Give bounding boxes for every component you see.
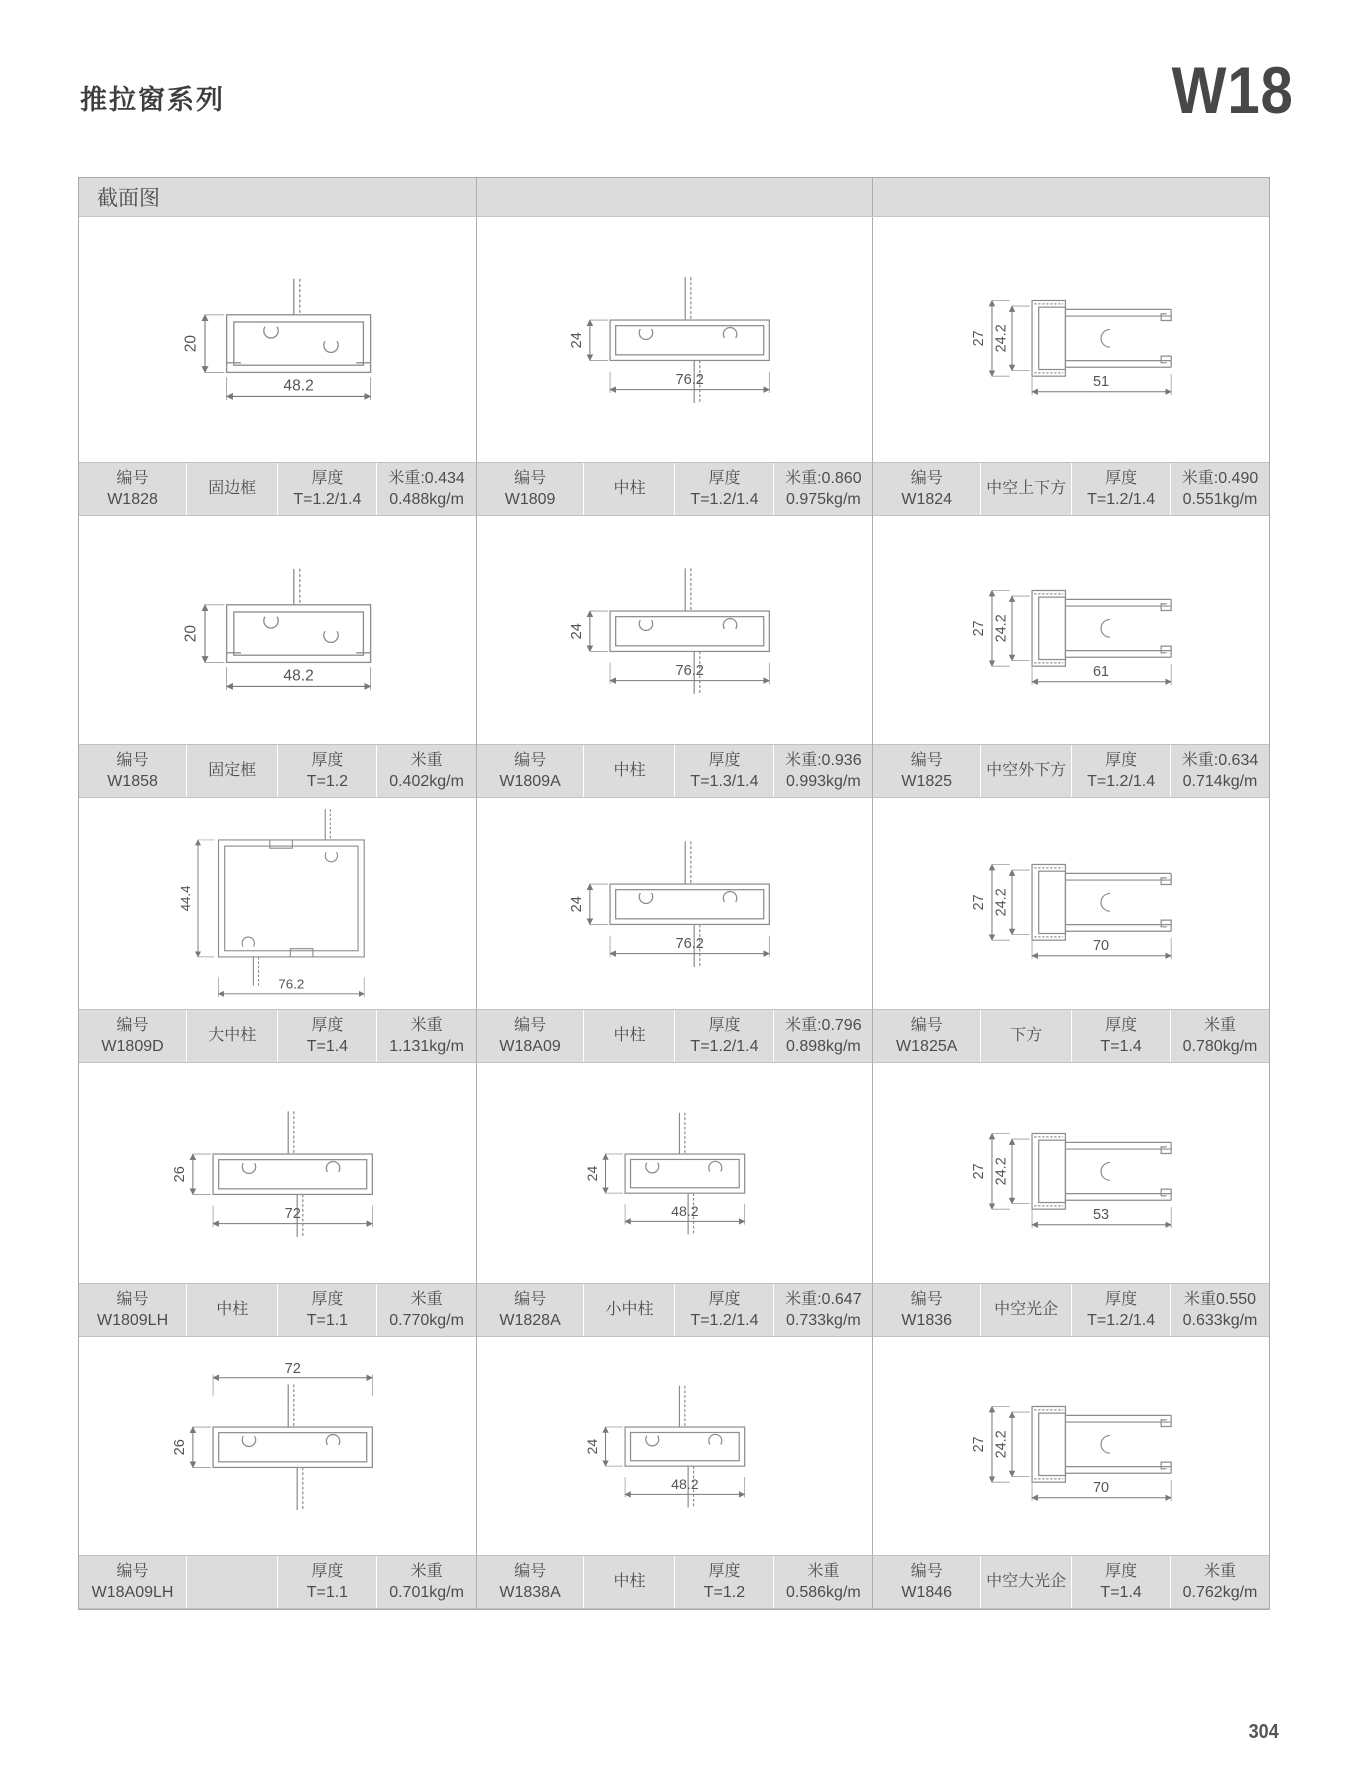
profile-catalog-table (78, 177, 1270, 1610)
thickness-cell (277, 745, 376, 797)
thickness-cell (1071, 463, 1170, 515)
svg-text:48.2: 48.2 (283, 667, 315, 685)
thickness-cell (277, 1556, 376, 1608)
weight-cell (1170, 463, 1269, 515)
profile-cross-section-svg (943, 566, 1199, 694)
name-cell (583, 1010, 674, 1062)
thickness-label: 厚度 (1105, 1562, 1138, 1580)
name-value: 下方 (1010, 1027, 1043, 1045)
name-cell (583, 1556, 674, 1608)
thickness-cell (1071, 1556, 1170, 1608)
weight-line1: 米重 (410, 751, 443, 769)
thickness-value: T=1.2/1.4 (1087, 1312, 1156, 1329)
code-label: 编号 (910, 1290, 943, 1308)
thickness-label: 厚度 (1105, 1016, 1138, 1034)
svg-text:24.2: 24.2 (993, 1157, 1010, 1186)
profile-diagram-cell (79, 516, 476, 744)
profile-data-row (873, 1009, 1269, 1063)
code-cell (79, 1556, 186, 1608)
svg-text:24.2: 24.2 (993, 323, 1010, 352)
code-label: 编号 (116, 1290, 149, 1308)
thickness-cell (674, 1556, 773, 1608)
svg-text:72: 72 (284, 1205, 302, 1222)
thickness-value: T=1.2/1.4 (690, 1038, 759, 1055)
svg-text:76.2: 76.2 (676, 662, 705, 679)
profile-data-row (79, 1009, 476, 1063)
weight-line2: 0.762kg/m (1182, 1584, 1258, 1601)
weight-line2: 0.488kg/m (389, 491, 464, 508)
name-value: 大中柱 (208, 1027, 257, 1045)
profile-data-row (477, 1009, 873, 1063)
profile-diagram-cell (477, 798, 873, 1009)
name-value: 固定框 (208, 762, 257, 780)
code-cell (477, 1284, 584, 1336)
thickness-value: T=1.2/1.4 (690, 491, 759, 508)
code-label: 编号 (514, 751, 547, 769)
code-cell (79, 1010, 186, 1062)
profile-cross-section-svg (159, 803, 395, 1003)
code-cell (477, 1556, 584, 1608)
weight-line1: 米重:0.634 (1181, 751, 1259, 769)
thickness-value: T=1.2 (306, 773, 349, 790)
profile-cross-section-drawing (943, 840, 1199, 968)
profile-data-row (79, 1555, 476, 1609)
thickness-value: T=1.1 (306, 1312, 349, 1329)
weight-line1: 米重:0.647 (785, 1290, 862, 1308)
thickness-value: T=1.2/1.4 (1087, 773, 1156, 790)
profile-cross-section-drawing (159, 803, 395, 1003)
code-value: W1858 (107, 773, 158, 790)
code-value: W1838A (499, 1584, 561, 1601)
weight-line1: 米重:0.796 (785, 1016, 862, 1034)
profile-diagram-cell (477, 217, 873, 462)
profile-cross-section-drawing (148, 1089, 406, 1257)
thickness-label: 厚度 (708, 1016, 741, 1034)
code-label: 编号 (514, 469, 547, 487)
profile-cross-section-drawing (545, 546, 803, 714)
profile-column-middle (476, 217, 873, 1609)
svg-text:20: 20 (182, 334, 200, 352)
code-cell (79, 745, 186, 797)
code-label: 编号 (116, 751, 149, 769)
thickness-label: 厚度 (1105, 1290, 1138, 1308)
profile-data-row (873, 1283, 1269, 1337)
svg-text:70: 70 (1093, 937, 1110, 954)
thickness-cell (674, 1010, 773, 1062)
series-model-code: W18 (1171, 53, 1294, 127)
svg-text:24.2: 24.2 (993, 614, 1010, 643)
svg-text:48.2: 48.2 (283, 376, 315, 394)
thickness-value: T=1.2/1.4 (293, 491, 362, 508)
weight-cell (773, 1284, 872, 1336)
code-label: 编号 (116, 1562, 149, 1580)
thickness-value: T=1.4 (1100, 1038, 1142, 1055)
weight-line1: 米重:0.860 (785, 469, 862, 487)
code-cell (873, 745, 980, 797)
weight-cell (376, 745, 475, 797)
thickness-label: 厚度 (311, 751, 344, 769)
code-cell (477, 463, 584, 515)
name-value: 中空光企 (994, 1301, 1059, 1319)
profile-cross-section-drawing (943, 1109, 1199, 1237)
weight-line2: 0.733kg/m (786, 1312, 861, 1329)
weight-line2: 0.770kg/m (389, 1312, 464, 1329)
weight-line2: 0.975kg/m (786, 491, 861, 508)
svg-text:72: 72 (284, 1361, 302, 1378)
weight-cell (773, 463, 872, 515)
weight-line1: 米重 (410, 1562, 443, 1580)
name-cell (980, 463, 1071, 515)
thickness-value: T=1.3/1.4 (690, 773, 759, 790)
profile-data-row (477, 462, 873, 516)
weight-line1: 米重 (807, 1562, 840, 1580)
svg-text:51: 51 (1093, 373, 1110, 390)
svg-text:70: 70 (1093, 1480, 1110, 1497)
thickness-cell (1071, 1284, 1170, 1336)
weight-line1: 米重0.550 (1184, 1290, 1257, 1308)
page-title: 推拉窗系列 (80, 85, 225, 115)
profile-cross-section-svg (943, 1109, 1199, 1237)
name-value: 中空外下方 (986, 762, 1067, 780)
profile-data-row (477, 1283, 873, 1337)
table-body (79, 217, 1269, 1609)
code-value: W1828 (107, 491, 158, 508)
thickness-label: 厚度 (1105, 751, 1138, 769)
profile-cross-section-drawing (943, 1382, 1199, 1510)
name-cell (186, 463, 277, 515)
code-value: W18A09 (499, 1038, 561, 1055)
svg-text:24: 24 (569, 623, 586, 640)
profile-cross-section-drawing (545, 255, 803, 423)
code-value: W1809LH (96, 1312, 169, 1329)
code-value: W1825A (896, 1038, 958, 1055)
weight-cell (773, 1556, 872, 1608)
code-label: 编号 (514, 1016, 547, 1034)
name-value: 中空大光企 (986, 1573, 1067, 1591)
profile-data-row (873, 744, 1269, 798)
thickness-cell (674, 745, 773, 797)
thickness-label: 厚度 (311, 1290, 344, 1308)
code-cell (873, 1556, 980, 1608)
profile-diagram-cell (79, 1337, 476, 1555)
profile-column-left (79, 217, 476, 1609)
profile-diagram-cell (873, 217, 1269, 462)
thickness-value: T=1.2/1.4 (690, 1312, 759, 1329)
name-value: 固边框 (208, 480, 257, 498)
name-value: 中柱 (613, 1573, 646, 1591)
name-cell (583, 745, 674, 797)
svg-text:24: 24 (569, 896, 586, 913)
svg-text:24: 24 (584, 1166, 601, 1182)
code-value: W1846 (901, 1584, 953, 1601)
page-number: 304 (1248, 1721, 1279, 1743)
svg-text:27: 27 (971, 329, 988, 346)
thickness-cell (674, 1284, 773, 1336)
profile-data-row (79, 462, 476, 516)
thickness-label: 厚度 (708, 469, 741, 487)
weight-cell (376, 1010, 475, 1062)
name-value: 中柱 (216, 1301, 249, 1319)
thickness-value: T=1.4 (1100, 1584, 1142, 1601)
weight-line2: 0.551kg/m (1182, 491, 1258, 508)
svg-text:27: 27 (971, 620, 988, 637)
profile-diagram-cell (79, 1063, 476, 1283)
thickness-label: 厚度 (708, 1290, 741, 1308)
svg-text:76.2: 76.2 (676, 372, 705, 389)
profile-data-row (873, 1555, 1269, 1609)
weight-cell (1170, 1556, 1269, 1608)
name-cell (583, 463, 674, 515)
thickness-cell (1071, 745, 1170, 797)
name-cell (583, 1284, 674, 1336)
thickness-label: 厚度 (708, 751, 741, 769)
profile-cross-section-drawing (157, 552, 397, 708)
svg-text:20: 20 (182, 624, 200, 643)
svg-text:24.2: 24.2 (993, 1430, 1010, 1459)
weight-line1: 米重:0.936 (785, 751, 862, 769)
profile-cross-section-drawing (148, 1362, 406, 1530)
profile-diagram-cell (873, 798, 1269, 1009)
weight-cell (773, 1010, 872, 1062)
profile-column-right (872, 217, 1269, 1609)
thickness-value: T=1.2 (703, 1584, 746, 1601)
name-value: 中空上下方 (986, 480, 1067, 498)
table-header-row (79, 178, 1269, 217)
profile-diagram-cell (79, 798, 476, 1009)
weight-cell (773, 745, 872, 797)
code-label: 编号 (116, 1016, 149, 1034)
thickness-label: 厚度 (311, 469, 344, 487)
weight-cell (376, 1556, 475, 1608)
profile-data-row (477, 744, 873, 798)
thickness-cell (1071, 1010, 1170, 1062)
profile-cross-section-drawing (549, 1364, 799, 1527)
profile-diagram-cell (873, 1063, 1269, 1283)
profile-diagram-cell (477, 516, 873, 744)
code-cell (873, 1284, 980, 1336)
weight-line1: 米重:0.434 (388, 469, 465, 487)
profile-diagram-cell (477, 1063, 873, 1283)
weight-cell (376, 1284, 475, 1336)
profile-cross-section-svg (148, 1089, 406, 1257)
profile-data-row (79, 1283, 476, 1337)
code-label: 编号 (514, 1562, 547, 1580)
svg-text:27: 27 (971, 893, 988, 910)
svg-text:76.2: 76.2 (676, 936, 705, 953)
code-value: W1809 (504, 491, 556, 508)
thickness-cell (674, 463, 773, 515)
svg-text:26: 26 (172, 1166, 189, 1183)
weight-line2: 0.780kg/m (1182, 1038, 1258, 1055)
profile-diagram-cell (873, 516, 1269, 744)
profile-cross-section-svg (943, 840, 1199, 968)
code-label: 编号 (910, 1016, 943, 1034)
weight-cell (1170, 745, 1269, 797)
svg-text:24.2: 24.2 (993, 887, 1010, 916)
name-value: 中柱 (613, 1027, 646, 1045)
weight-line1: 米重 (410, 1290, 443, 1308)
thickness-value: T=1.1 (306, 1584, 349, 1601)
name-cell (980, 745, 1071, 797)
name-value: 中柱 (613, 480, 646, 498)
weight-line2: 0.993kg/m (786, 773, 861, 790)
thickness-cell (277, 463, 376, 515)
code-value: W1809A (499, 773, 561, 790)
profile-cross-section-svg (549, 1091, 799, 1254)
code-value: W1824 (901, 491, 953, 508)
name-cell (186, 745, 277, 797)
name-value: 中柱 (613, 762, 646, 780)
profile-cross-section-svg (545, 819, 803, 987)
svg-text:53: 53 (1093, 1207, 1110, 1224)
code-cell (477, 745, 584, 797)
profile-cross-section-svg (943, 1382, 1199, 1510)
svg-text:61: 61 (1093, 664, 1110, 681)
svg-text:27: 27 (971, 1436, 988, 1453)
svg-text:26: 26 (172, 1439, 189, 1456)
profile-cross-section-drawing (549, 1091, 799, 1254)
svg-text:24: 24 (584, 1439, 601, 1455)
profile-cross-section-drawing (545, 819, 803, 987)
name-cell (186, 1010, 277, 1062)
svg-text:27: 27 (971, 1163, 988, 1180)
thickness-value: T=1.2/1.4 (1087, 491, 1156, 508)
weight-line2: 0.714kg/m (1182, 773, 1258, 790)
profile-cross-section-svg (545, 255, 803, 423)
code-value: W1809D (101, 1038, 164, 1055)
weight-cell (1170, 1284, 1269, 1336)
weight-line1: 米重 (410, 1016, 443, 1034)
code-value: W1836 (901, 1312, 953, 1329)
code-cell (79, 463, 186, 515)
code-value: W18A09LH (91, 1584, 174, 1601)
profile-cross-section-svg (549, 1364, 799, 1527)
thickness-label: 厚度 (1105, 469, 1138, 487)
profile-cross-section-svg (943, 276, 1199, 404)
name-cell (980, 1010, 1071, 1062)
weight-line1: 米重 (1204, 1562, 1237, 1580)
thickness-label: 厚度 (311, 1016, 344, 1034)
name-cell (186, 1284, 277, 1336)
profile-cross-section-svg (157, 552, 397, 708)
profile-cross-section-drawing (943, 276, 1199, 404)
weight-line1: 米重 (1204, 1016, 1237, 1034)
weight-cell (376, 463, 475, 515)
section-header-spacer (476, 178, 873, 216)
profile-cross-section-svg (545, 546, 803, 714)
weight-line2: 0.402kg/m (389, 773, 464, 790)
profile-diagram-cell (477, 1337, 873, 1555)
code-cell (873, 1010, 980, 1062)
code-label: 编号 (910, 751, 943, 769)
name-cell (980, 1556, 1071, 1608)
profile-data-row (79, 744, 476, 798)
code-cell (873, 463, 980, 515)
profile-data-row (477, 1555, 873, 1609)
thickness-cell (277, 1284, 376, 1336)
thickness-label: 厚度 (708, 1562, 741, 1580)
svg-text:44.4: 44.4 (178, 885, 194, 912)
svg-text:48.2: 48.2 (671, 1476, 700, 1493)
weight-line2: 0.701kg/m (389, 1584, 464, 1601)
svg-text:24: 24 (569, 332, 586, 349)
svg-text:48.2: 48.2 (671, 1203, 700, 1220)
profile-cross-section-drawing (157, 262, 397, 418)
section-header-label: 截面图 (97, 187, 160, 210)
code-label: 编号 (514, 1290, 547, 1308)
name-value: 小中柱 (605, 1301, 654, 1319)
weight-line2: 0.586kg/m (786, 1584, 861, 1601)
code-label: 编号 (910, 1562, 943, 1580)
weight-line2: 0.633kg/m (1182, 1312, 1258, 1329)
profile-cross-section-svg (157, 262, 397, 418)
thickness-label: 厚度 (311, 1562, 344, 1580)
profile-cross-section-svg (148, 1362, 406, 1530)
thickness-value: T=1.4 (306, 1038, 349, 1055)
thickness-cell (277, 1010, 376, 1062)
code-value: W1828A (499, 1312, 561, 1329)
name-cell (186, 1556, 277, 1608)
code-cell (477, 1010, 584, 1062)
name-cell (980, 1284, 1071, 1336)
profile-data-row (873, 462, 1269, 516)
profile-cross-section-drawing (943, 566, 1199, 694)
weight-cell (1170, 1010, 1269, 1062)
code-label: 编号 (910, 469, 943, 487)
svg-text:76.2: 76.2 (278, 977, 305, 993)
profile-diagram-cell (873, 1337, 1269, 1555)
weight-line1: 米重:0.490 (1181, 469, 1259, 487)
code-value: W1825 (901, 773, 953, 790)
section-header-spacer (872, 178, 1269, 216)
weight-line2: 0.898kg/m (786, 1038, 861, 1055)
code-label: 编号 (116, 469, 149, 487)
profile-diagram-cell (79, 217, 476, 462)
weight-line2: 1.131kg/m (389, 1038, 464, 1055)
code-cell (79, 1284, 186, 1336)
